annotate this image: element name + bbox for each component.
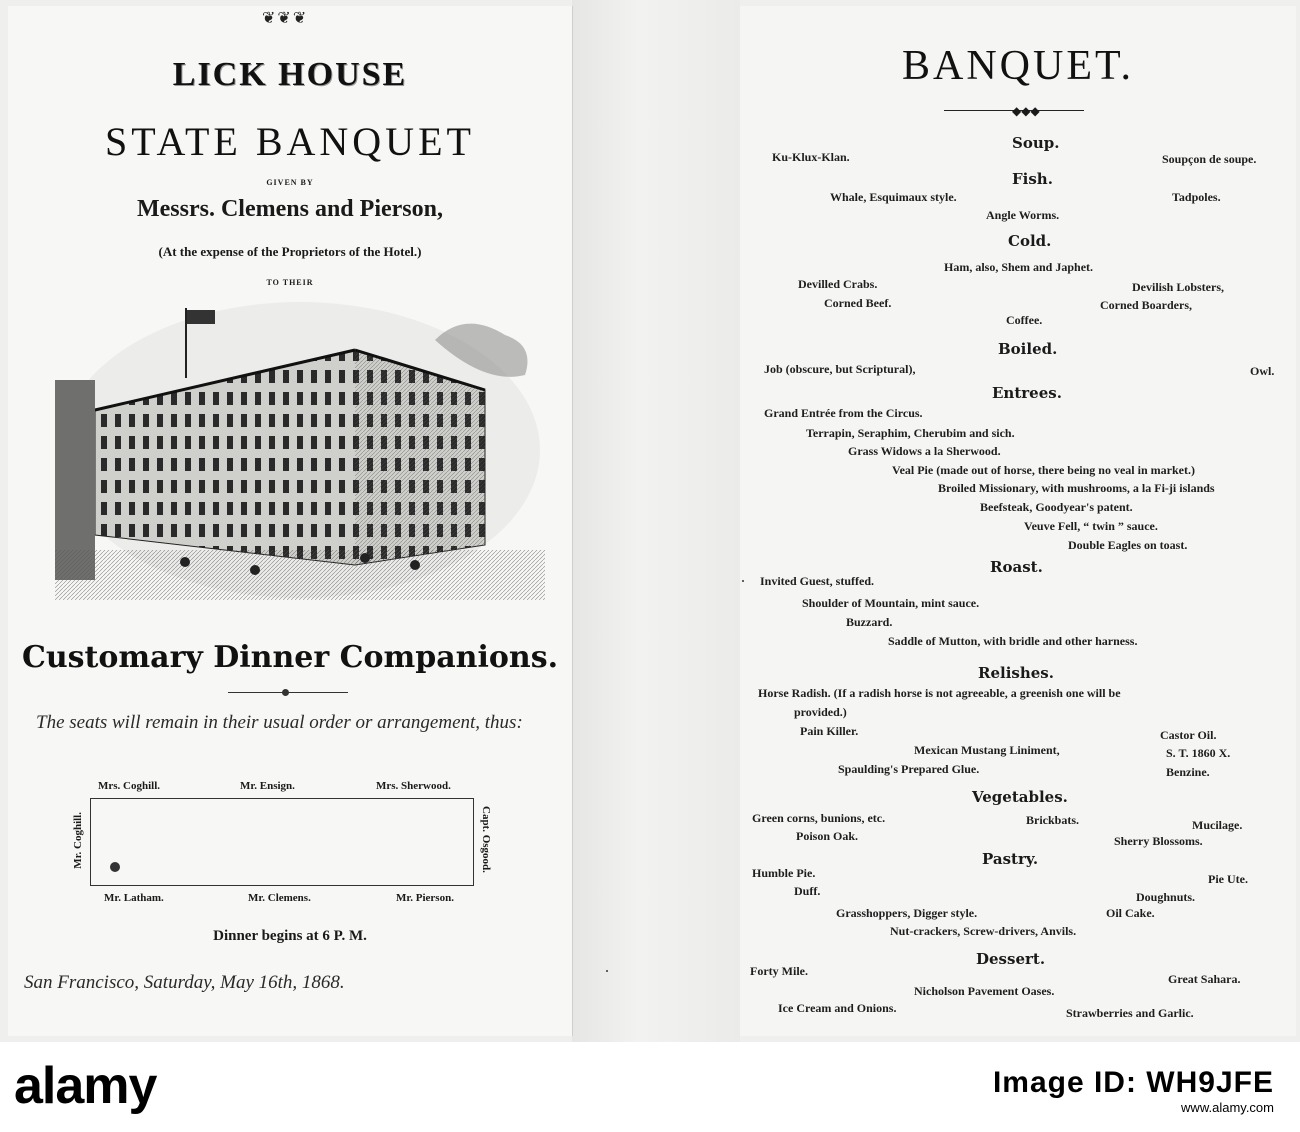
menu-item: Double Eagles on toast.: [1068, 538, 1188, 552]
menu-item: Coffee.: [1006, 313, 1043, 327]
heading-soup: Soup.: [1012, 134, 1060, 152]
heading-roast: Roast.: [990, 558, 1043, 576]
menu-item: Ku-Klux-Klan.: [772, 150, 850, 164]
banquet-ornament: ◆◆◆: [1012, 104, 1040, 118]
hotel-engraving: [55, 300, 545, 600]
image-id: Image ID: WH9JFE: [992, 1066, 1274, 1099]
seat-bottom-1: Mr. Latham.: [104, 892, 164, 904]
banquet-title: BANQUET.: [901, 43, 1135, 89]
date-line: San Francisco, Saturday, May 16th, 1868.: [24, 972, 345, 993]
menu-item: Nut-crackers, Screw-drivers, Anvils.: [890, 924, 1077, 938]
menu-item: Soupçon de soupe.: [1162, 152, 1257, 166]
heading-relishes: Relishes.: [978, 664, 1054, 682]
heading-dessert: Dessert.: [976, 950, 1046, 968]
hosts-line: Messrs. Clemens and Pierson,: [137, 196, 443, 222]
menu-item: Devilled Crabs.: [798, 277, 878, 291]
menu-item: Broiled Missionary, with mushrooms, a la Fi-ji islands: [938, 481, 1215, 495]
seat-bottom-2: Mr. Clemens.: [248, 892, 311, 904]
heading-entrees: Entrees.: [992, 384, 1062, 402]
menu-item: Humble Pie.: [752, 866, 816, 880]
divider-dot: [282, 689, 289, 696]
menu-item: S. T. 1860 X.: [1166, 746, 1231, 760]
page-gutter: [572, 0, 740, 1042]
dinner-time: Dinner begins at 6 P. M.: [213, 928, 367, 944]
seat-top-1: Mrs. Coghill.: [98, 780, 161, 792]
menu-item: Nicholson Pavement Oases.: [914, 984, 1055, 998]
menu-item: provided.): [794, 705, 847, 719]
seat-left: Mr. Coghill.: [72, 812, 84, 869]
menu-item: Green corns, bunions, etc.: [752, 811, 886, 825]
menu-item: Whale, Esquimaux style.: [830, 190, 957, 204]
heading-boiled: Boiled.: [998, 340, 1058, 358]
seat-bottom-3: Mr. Pierson.: [396, 892, 454, 904]
given-by-label: GIVEN BY: [266, 178, 314, 187]
ink-spot: [110, 862, 120, 872]
menu-item: Brickbats.: [1026, 813, 1080, 827]
title-lick-house: LICK HOUSE: [172, 56, 408, 93]
menu-item: Shoulder of Mountain, mint sauce.: [802, 596, 980, 610]
heading-cold: Cold.: [1008, 232, 1052, 250]
seat-right: Capt. Osgood.: [480, 806, 492, 873]
menu-item: Benzine.: [1166, 765, 1210, 779]
menu-item: Castor Oil.: [1160, 728, 1217, 742]
to-their-label: TO THEIR: [266, 278, 314, 287]
menu-item: Beefsteak, Goodyear's patent.: [980, 500, 1133, 514]
seating-table: [90, 798, 474, 886]
ink-speck: [606, 970, 608, 972]
menu-item: Mucilage.: [1192, 818, 1243, 832]
menu-item: Forty Mile.: [750, 964, 808, 978]
top-ornament: ❦❦❦: [262, 10, 309, 27]
heading-pastry: Pastry.: [982, 850, 1039, 868]
menu-item: Buzzard.: [846, 615, 893, 629]
menu-item: Strawberries and Garlic.: [1066, 1006, 1194, 1020]
menu-item: Terrapin, Seraphim, Cherubim and sich.: [806, 426, 1015, 440]
menu-item: Corned Boarders,: [1100, 298, 1192, 312]
menu-item: Angle Worms.: [986, 208, 1060, 222]
menu-item: Grasshoppers, Digger style.: [836, 906, 978, 920]
menu-item: Grass Widows a la Sherwood.: [848, 444, 1001, 458]
ink-speck: [742, 580, 744, 582]
menu-item: Invited Guest, stuffed.: [760, 574, 875, 588]
stock-url: www.alamy.com: [1181, 1100, 1274, 1115]
menu-item: Poison Oak.: [796, 829, 859, 843]
menu-item: Tadpoles.: [1172, 190, 1221, 204]
heading-fish: Fish.: [1012, 170, 1053, 188]
alamy-logo: alamy: [14, 1057, 157, 1115]
menu-item: Mexican Mustang Liniment,: [914, 743, 1060, 757]
menu-item: Pie Ute.: [1208, 872, 1248, 886]
menu-item: Horse Radish. (If a radish horse is not agreeable, a greenish one will be: [758, 686, 1121, 700]
menu-item: Job (obscure, but Scriptural),: [764, 362, 916, 376]
stock-footer: [0, 1042, 1300, 1132]
seating-note: The seats will remain in their usual order or arrangement, thus:: [36, 712, 523, 733]
menu-item: Ice Cream and Onions.: [778, 1001, 897, 1015]
companions-heading: Customary Dinner Companions.: [21, 640, 559, 675]
menu-item: Ham, also, Shem and Japhet.: [944, 260, 1094, 274]
seat-top-3: Mrs. Sherwood.: [376, 780, 451, 792]
menu-item: Corned Beef.: [824, 296, 892, 310]
menu-item: Duff.: [794, 884, 821, 898]
heading-vegetables: Vegetables.: [972, 788, 1068, 806]
menu-item: Grand Entrée from the Circus.: [764, 406, 923, 420]
menu-item: Pain Killer.: [800, 724, 859, 738]
menu-item: Owl.: [1250, 364, 1275, 378]
menu-item: Oil Cake.: [1106, 906, 1155, 920]
menu-item: Spaulding's Prepared Glue.: [838, 762, 980, 776]
title-state-banquet: STATE BANQUET: [105, 119, 475, 164]
menu-item: Saddle of Mutton, with bridle and other harness.: [888, 634, 1138, 648]
seat-top-2: Mr. Ensign.: [240, 780, 295, 792]
menu-item: Veuve Fell, “ twin ” sauce.: [1024, 519, 1158, 533]
stock-code: [993, 1066, 1274, 1115]
menu-item: Great Sahara.: [1168, 972, 1241, 986]
menu-item: Sherry Blossoms.: [1114, 834, 1203, 848]
expense-note: (At the expense of the Proprietors of the Hotel.): [158, 244, 422, 259]
menu-item: Veal Pie (made out of horse, there being no veal in market.): [892, 463, 1195, 477]
menu-item: Doughnuts.: [1136, 890, 1196, 904]
menu-item: Devilish Lobsters,: [1132, 280, 1225, 294]
